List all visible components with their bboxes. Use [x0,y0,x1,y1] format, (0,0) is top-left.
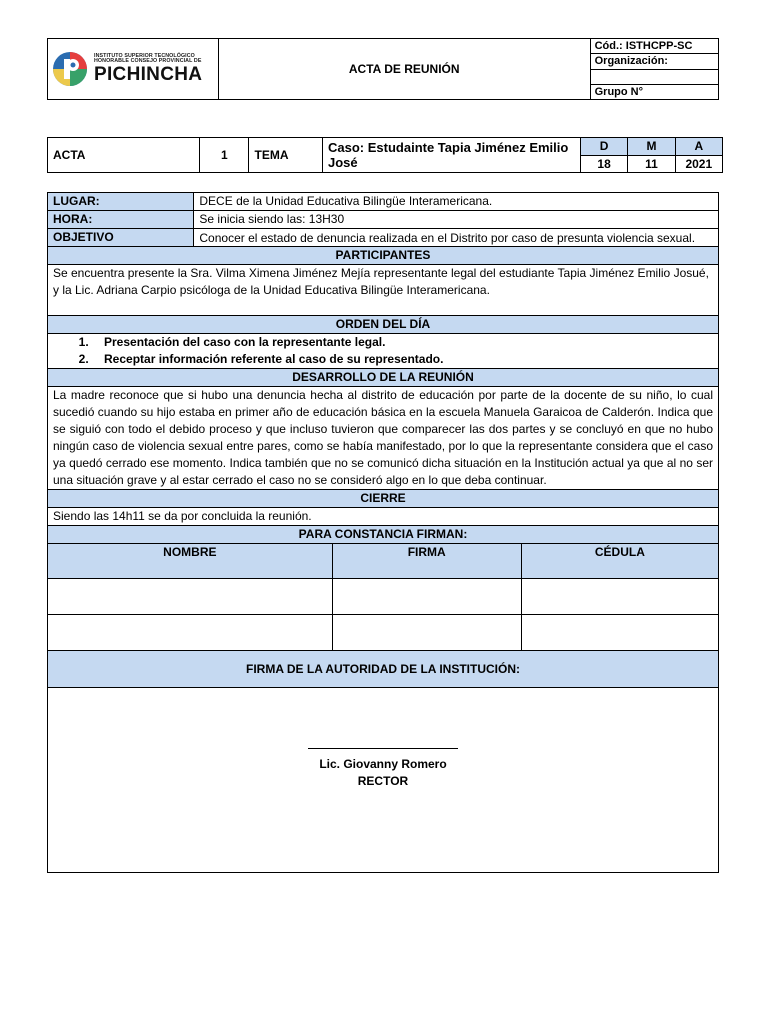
logo-name: PICHINCHA [94,64,203,86]
acta-number: 1 [200,138,249,173]
signature-id-cell [521,579,718,615]
orden-list [48,334,718,368]
rector-role: RECTOR [357,774,409,788]
signature-sign-cell [332,579,521,615]
document-header [47,38,719,100]
signature-line [308,736,458,749]
tema-label: TEMA [249,138,323,173]
blank-cell [590,69,718,84]
cierre-title: CIERRE [48,490,719,508]
signature-name-cell [48,615,333,651]
code-cell: Cód.: ISTHCPP-SC [590,39,718,54]
participantes-text: Se encuentra presente la Sra. Vilma Ximena Jiménez Mejía representante legal del estudiante Tapia Jiménez Emilio Josué, y la Lic. Adriana Carpio psicóloga de la Unidad Educativa Bilingüe Interamericana. [48,265,719,316]
day-value: 18 [580,155,627,173]
autoridad-title: FIRMA DE LA AUTORIDAD DE LA INSTITUCIÓN: [48,651,719,688]
acta-label: ACTA [48,138,200,173]
meeting-body [47,192,719,873]
year-label: A [675,138,722,156]
col-firma: FIRMA [332,544,521,579]
signature-id-cell [521,615,718,651]
signature-sign-cell [332,615,521,651]
rector-name: Lic. Giovanny Romero [319,757,447,771]
signature-name-cell [48,579,333,615]
firman-title: PARA CONSTANCIA FIRMAN: [48,526,719,544]
day-label: D [580,138,627,156]
acta-row [47,137,723,173]
document-title: ACTA DE REUNIÓN [218,39,590,100]
month-value: 11 [628,155,675,173]
logo-line-1: INSTITUTO SUPERIOR TECNOLÓGICO [94,52,195,59]
hora-label: HORA: [48,211,194,229]
autoridad-signature-cell [48,688,719,873]
hora-value: Se inicia siendo las: 13H30 [194,211,719,229]
objetivo-label: OBJETIVO [48,229,194,247]
tema-value: Caso: Estudainte Tapia Jiménez Emilio José [323,138,581,173]
orden-item: 2. Receptar información referente al caso de su representado. [92,351,718,368]
lugar-value: DECE de la Unidad Educativa Bilingüe Interamericana. [194,193,719,211]
group-cell: Grupo N° [590,84,718,99]
participantes-title: PARTICIPANTES [48,247,719,265]
col-nombre: NOMBRE [48,544,333,579]
orden-list-cell [48,334,719,369]
institute-logo-icon [52,51,88,87]
orden-item: 1. Presentación del caso con la representante legal. [92,334,718,351]
col-cedula: CÉDULA [521,544,718,579]
cierre-text: Siendo las 14h11 se da por concluida la reunión. [48,508,719,526]
organization-cell: Organización: [590,54,718,69]
desarrollo-text: La madre reconoce que si hubo una denuncia hecha al distrito de educación por parte de la docente de su niño, lo cual sucedió cuando su hijo estaba en primer año de educación básica en la escuela Manuela Garaicoa de Calderón. Indica que se siguió con todo el debido proceso y que incluso tuvieron que comparecer las dos partes y se concluyó en que no hubo ningún caso de violencia sexual entre pares, como se había manifestado, por lo que la representante considera que el caso ya quedó cerrado ese momento. Indica también que no se comunicó dicha situación en la Institución actual ya que al no ser una situación grave y al estar cerrado el caso no se consideró algo en lo que deba continuar. [48,387,719,490]
orden-title: ORDEN DEL DÍA [48,316,719,334]
lugar-label: LUGAR: [48,193,194,211]
objetivo-value: Conocer el estado de denuncia realizada en el Distrito por caso de presunta violencia sexual. [194,229,719,247]
logo-cell [48,39,219,100]
year-value: 2021 [675,155,722,173]
desarrollo-title: DESARROLLO DE LA REUNIÓN [48,369,719,387]
month-label: M [628,138,675,156]
logo-line-2: HONORABLE CONSEJO PROVINCIAL DE [94,58,202,64]
